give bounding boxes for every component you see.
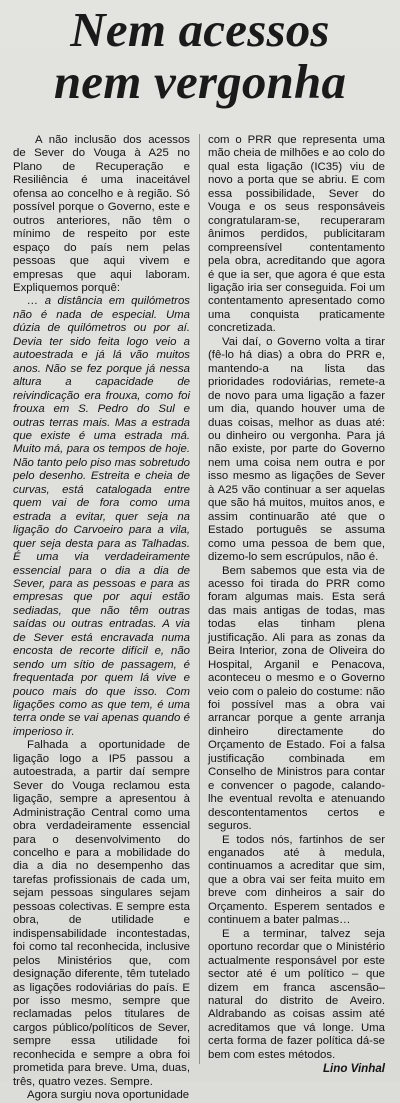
- paragraph: Bem sabemos que esta via de acesso foi tirada do PRR como foram algumas mais. Esta será das mais antigas de todas, mas todas elas tinham plena justificação. Ali para as zonas da Beira Interior, zona de Oliveira do Hospital, Arganil e Penacova, aconteceu o mesmo e o Governo veio com o paleio do costume: não foi possível mas a obra vai arrancar porque a gente arranja dinheiro directamente do Orçamento de Estado. Foi a falsa justificação combinada em Conselho de Ministros para contar e convencer o pagode, calando-lhe eventual revolta e atenuando descontentamentos certos e seguros.: [208, 564, 385, 833]
- paragraph: com o PRR que representa uma mão cheia de milhões e ao colo do qual esta ligação (IC35) viu de novo a porta que se abriu. E com essa possibilidade, Sever do Vouga e os seus responsáveis congratularam-se, recuperaram ânimos perdidos, publicitaram compreensível contentamento pela obra, acreditando que agora é que ia ser, que agora é que esta ligação iria ser conseguida. Foi um contentamento apresentado como uma conquista praticamente concretizada.: [208, 134, 385, 335]
- paragraph: E todos nós, fartinhos de ser enganados até à medula, continuamos a acreditar que sim, que a obra vai ser feita muito em breve com dinheiros a sair do Orçamento. Esperem sentados e continuem a bater palmas…: [208, 833, 385, 927]
- paragraph: E a terminar, talvez seja oportuno recordar que o Ministério actualmente responsável por este sector até é um político – que dizem em franca ascensão– natural do distrito de Aveiro. Aldrabando as coisas assim até acreditamos que vá longe. Uma certa forma de fazer política dá-se bem com estes métodos.: [208, 927, 385, 1061]
- article-headline: [0, 4, 400, 108]
- article-body: [13, 134, 388, 1102]
- paragraph: Vai daí, o Governo volta a tirar (fê-lo há dias) a obra do PRR e, mantendo-a na lista das prioridades rodoviárias, remete-a de novo para uma ligação a fazer um dia, quando houver uma de duas coisas, melhor as duas até: ou dinheiro ou vergonha. Para já não existe, por parte do Governo nem uma coisa nem outra e por isso mesmo as ligações de Sever à A25 vão continuar a ser aquelas que são há muitos, muitos anos, e assim continuarão até que o Estado português se assuma como uma pessoa de bem que, dizemo-lo sem escrúpulos, não é.: [208, 335, 385, 564]
- column-left: [13, 134, 190, 1102]
- paragraph: … a distância em quilómetros não é nada de especial. Uma dúzia de quilómetros ou por aí. Devia ter sido feita logo veio a autoestrada e já lá vão muitos anos. Não se fez porque já nessa altura a capacidade de reivindicação era frouxa, como foi frouxa em S. Pedro do Sul e outras terras mais. Mas a estrada que existe é uma estrada má. Muito má, para os tempos de hoje. Não tanto pelo piso mas sobretudo pelo desenho. Estreita e cheia de curvas, está catalogada entre quem vai de fora como uma estrada a evitar, quer seja na ligação do Carvoeiro para a vila, quer seja desta para as Talhadas. É uma via verdadeiramente essencial para o dia a dia de Sever, para as pessoas e para as empresas que por aqui estão sediadas, que não têm outras saídas ou outras entradas. A via de Sever está encravada numa encosta de recorte difícil e, não sendo um sítio de passagem, é frequentada por quem lá vive e pouco mais do que isso. Com ligações como as que tem, é uma terra onde se vai apenas quando é imperioso ir.: [13, 295, 190, 738]
- column-divider: [199, 134, 200, 1064]
- column-right: [208, 134, 385, 1076]
- author-byline: Lino Vinhal: [322, 1062, 385, 1076]
- headline-line-2: nem vergonha: [53, 54, 347, 109]
- paragraph: Falhada a oportunidade de ligação logo a IP5 passou a autoestrada, a partir daí sempre Sever do Vouga reclamou esta ligação, sempre a apresentou à Administração Central como uma obra verdadeiramente essencial para o desenvolvimento do concelho e para a mobilidade do dia a dia no desempenho das tarefas profissionais de cada um, sejam pessoas singulares sejam pessoas colectivas. E sempre esta obra, de utilidade e indispensabilidade incontestadas, foi como tal reconhecida, inclusive pelos Ministérios que, com designação diferente, têm tutelado as ligações rodoviárias do país. E por isso mesmo, sempre que reclamadas pelos titulares de cargos público/políticos de Sever, sempre essa utilidade foi reconhecida e sempre a obra foi prometida para breve. Uma, duas, três, quatro vezes. Sempre.: [13, 739, 190, 1088]
- paragraph: Agora surgiu nova oportunidade: [27, 1089, 190, 1102]
- paragraph: A não inclusão dos acessos de Sever do Vouga à A25 no Plano de Recuperação e Resiliência é uma inaceitável ofensa ao concelho e à região. Só possível porque o Governo, este e outros anteriores, não têm o mínimo de respeito por este espaço do país nem pelas pessoas que aqui vivem e empresas que aqui laboram. Expliquemos porquê:: [13, 134, 190, 294]
- headline-line-1: Nem acessos: [70, 2, 330, 57]
